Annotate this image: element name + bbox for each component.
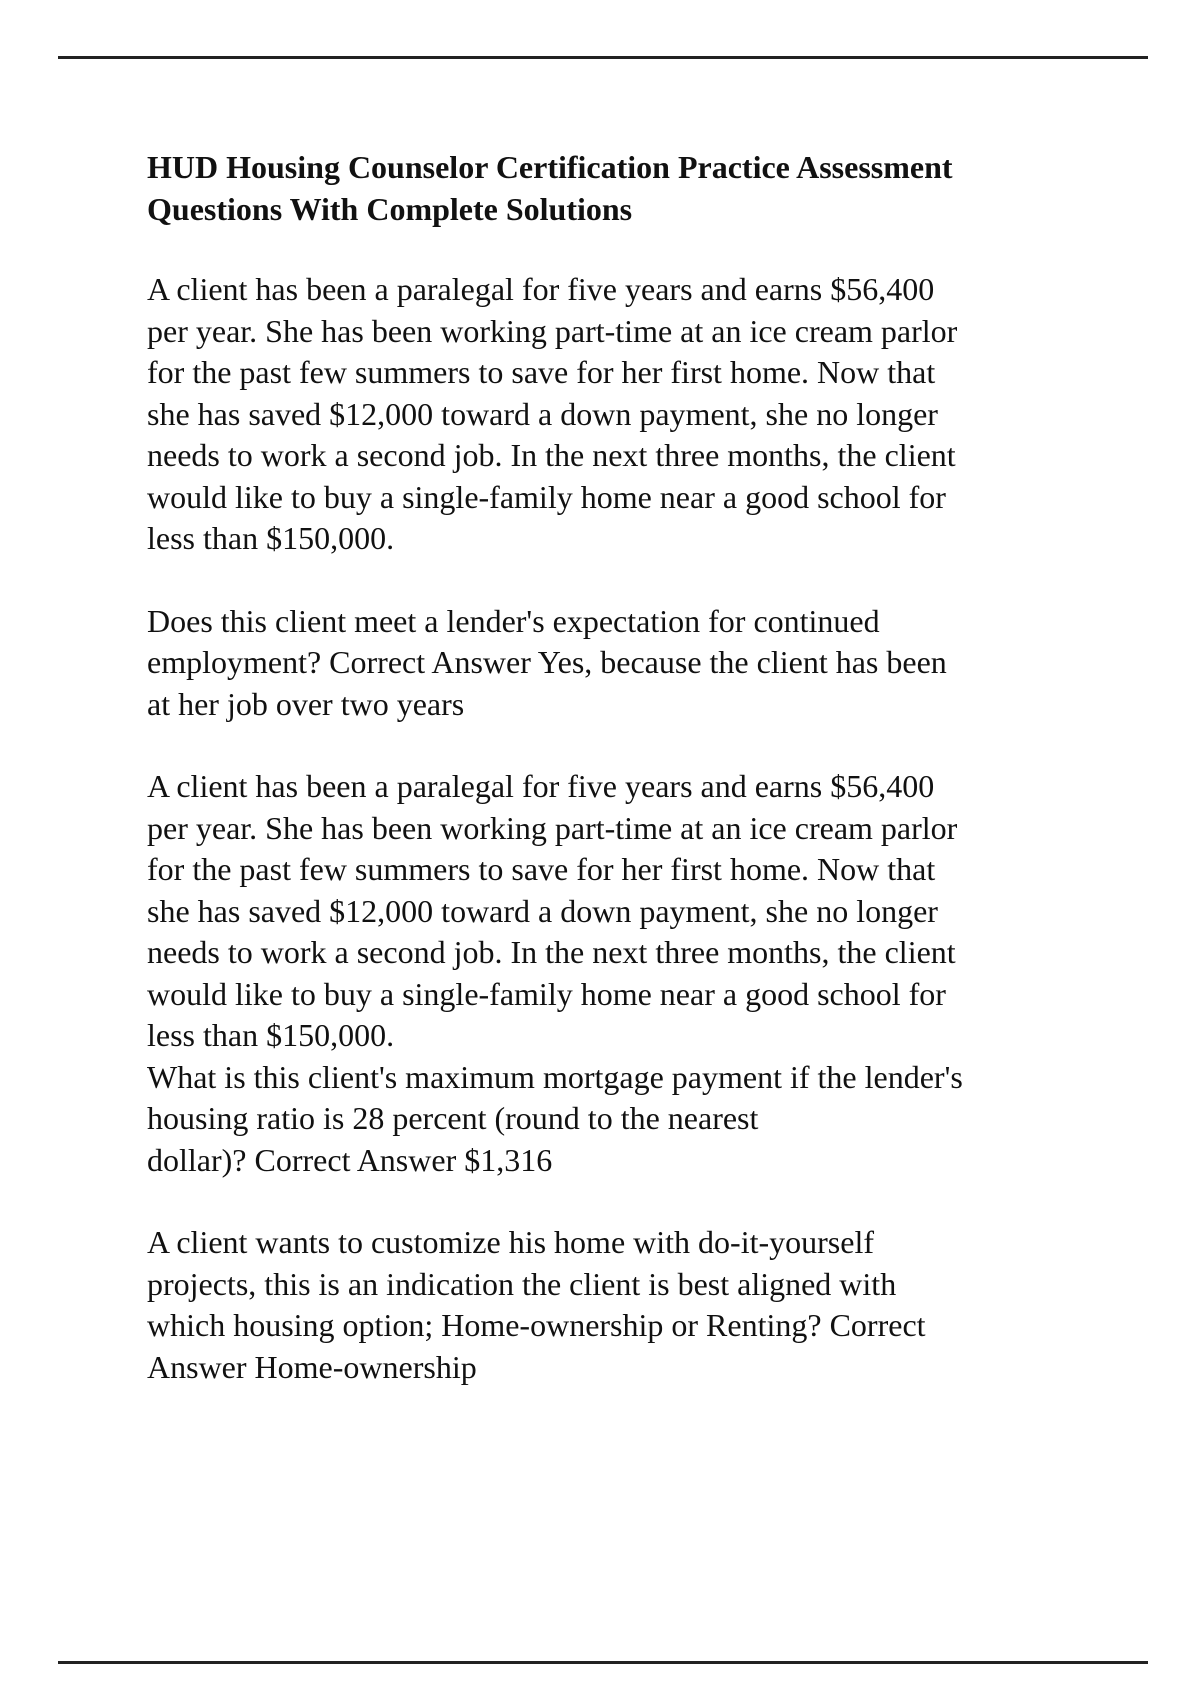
text-line: per year. She has been working part-time at an ice cream parlor — [147, 809, 958, 846]
document-title — [147, 146, 1147, 230]
question-2-scenario — [147, 766, 1147, 1057]
text-line: per year. She has been working part-time at an ice cream parlor — [147, 312, 958, 349]
text-line: dollar)? Correct Answer $1,316 — [147, 1141, 553, 1178]
text-line: needs to work a second job. In the next three months, the client — [147, 934, 956, 970]
text-line: What is this client's maximum mortgage payment if the lender's — [147, 1058, 963, 1095]
title-line: HUD Housing Counselor Certification Practice Assessment — [147, 149, 953, 185]
text-line: for the past few summers to save for her first home. Now that — [147, 851, 936, 887]
text-line: A client has been a paralegal for five years and earns $56,400 — [147, 271, 935, 307]
text-line: would like to buy a single-family home near a good school for — [147, 975, 946, 1012]
text-line: housing ratio is 28 percent (round to the nearest — [147, 1100, 759, 1136]
text-line: Answer Home-ownership — [147, 1348, 477, 1385]
question-1-answer — [147, 601, 1147, 726]
text-line: at her job over two years — [147, 685, 465, 722]
text-line: A client has been a paralegal for five years and earns $56,400 — [147, 768, 935, 804]
text-line: which housing option; Home-ownership or Renting? Correct — [147, 1307, 926, 1343]
text-line: she has saved $12,000 toward a down payment, she no longer — [147, 395, 938, 432]
question-2-answer — [147, 1057, 1147, 1182]
text-line: needs to work a second job. In the next three months, the client — [147, 437, 956, 473]
document-body — [147, 146, 1147, 1429]
text-line: A client wants to customize his home with do-it-yourself — [147, 1224, 874, 1260]
question-3 — [147, 1222, 1147, 1388]
header-rule — [58, 56, 1148, 59]
text-line: employment? Correct Answer Yes, because the client has been — [147, 644, 947, 680]
question-1-scenario — [147, 269, 1147, 560]
text-line: less than $150,000. — [147, 520, 395, 556]
text-line: for the past few summers to save for her first home. Now that — [147, 354, 936, 390]
text-line: less than $150,000. — [147, 1017, 395, 1053]
text-line: would like to buy a single-family home near a good school for — [147, 478, 946, 515]
footer-rule — [58, 1661, 1148, 1664]
title-line: Questions With Complete Solutions — [147, 191, 633, 227]
text-line: she has saved $12,000 toward a down payment, she no longer — [147, 892, 938, 929]
text-line: Does this client meet a lender's expectation for continued — [147, 602, 880, 639]
text-line: projects, this is an indication the client is best aligned with — [147, 1265, 897, 1302]
